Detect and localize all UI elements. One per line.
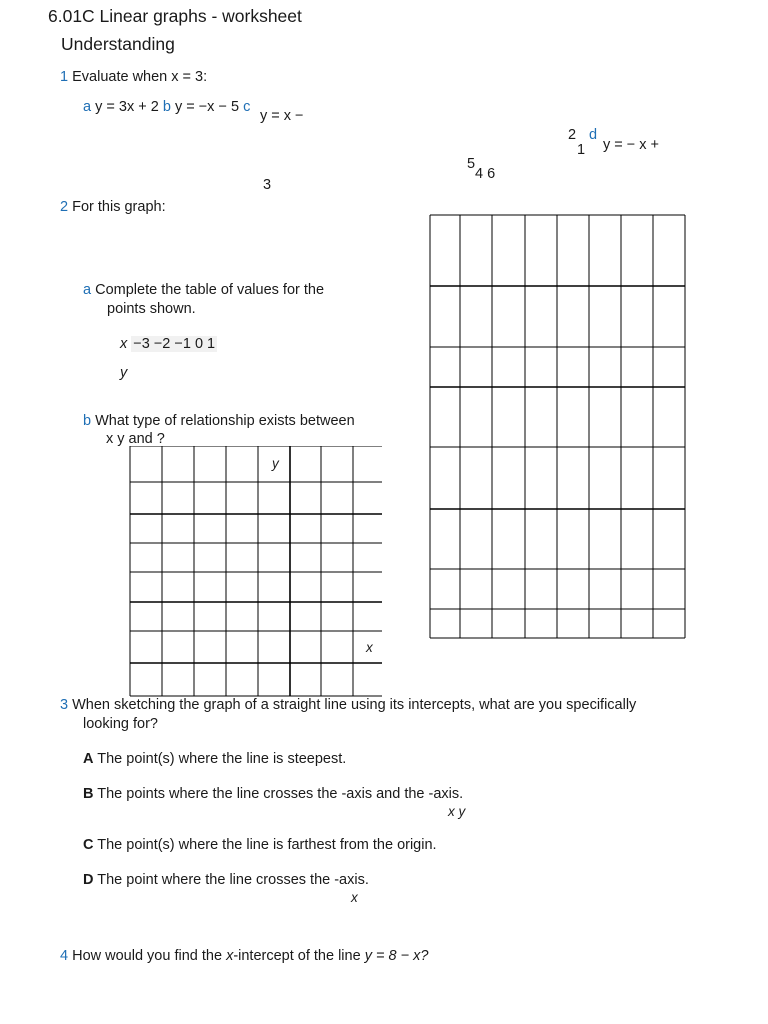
option-text: The points where the line crosses the -axis and the -axis. [97, 786, 464, 802]
part-b-text: What type of relationship exists between [95, 413, 355, 429]
part-d-denominator [475, 166, 495, 182]
part-d-numerator: 5 [467, 156, 476, 172]
option-d[interactable] [83, 872, 369, 888]
question-text: For this graph: [72, 199, 166, 215]
option-letter: B [83, 786, 94, 802]
question-text: When sketching the graph of a straight line using its intercepts, what are you specifically [72, 697, 637, 713]
part-b-line1 [83, 413, 355, 429]
option-text: The point where the line crosses the -axis. [97, 872, 369, 888]
section-heading: Understanding [61, 34, 175, 54]
part-a-expression: y = 3x + 2 [95, 99, 159, 115]
question-3-line2: looking for? [83, 716, 158, 732]
question-1-parts [83, 99, 250, 115]
part-b-line2: x y and ? [106, 431, 165, 447]
option-text: The point(s) where the line is farthest from the origin. [97, 837, 437, 853]
part-c-expression: y = x − [260, 108, 304, 124]
part-c-label: c [243, 99, 251, 115]
part-a-line1 [83, 282, 324, 298]
part-c-denominator: 3 [263, 177, 272, 193]
option-text: The point(s) where the line is steepest. [97, 751, 347, 767]
table-y-label: y [120, 365, 128, 381]
option-letter: D [83, 872, 94, 888]
question-variable: x [226, 948, 234, 964]
part-b-expression: y = −x − 5 [174, 99, 240, 115]
option-a[interactable] [83, 751, 346, 767]
option-d-variable: x [351, 890, 358, 905]
part-b-label: b [162, 99, 171, 115]
option-b[interactable] [83, 786, 463, 802]
part-a-label: a [83, 99, 92, 115]
part-d-den-value: 4 [475, 166, 484, 182]
part-a-line2: points shown. [107, 301, 196, 317]
question-expression: y = 8 − x? [364, 948, 429, 964]
option-letter: C [83, 837, 94, 853]
left-graph-grid [128, 446, 388, 700]
question-text-pre: How would you find the [72, 948, 223, 964]
question-text: Evaluate when x = 3: [72, 69, 208, 85]
question-1-prompt [60, 69, 207, 85]
part-d-constant: 6 [487, 166, 496, 182]
question-2-prompt [60, 199, 166, 215]
axis-y-label: y [272, 456, 279, 471]
question-4 [60, 948, 428, 964]
axis-x-label: x [366, 640, 373, 655]
question-number: 1 [60, 69, 69, 85]
part-d-expression: y = − x + [603, 137, 660, 153]
right-graph-grid [428, 214, 688, 640]
question-text-mid: -intercept of the line [233, 948, 361, 964]
question-number: 3 [60, 697, 69, 713]
question-number: 2 [60, 199, 69, 215]
option-letter: A [83, 751, 94, 767]
worksheet-title: 6.01C Linear graphs - worksheet [48, 6, 302, 26]
option-c[interactable] [83, 837, 437, 853]
part-a-text: Complete the table of values for the [95, 282, 325, 298]
option-b-variables: x y [448, 804, 466, 819]
part-d-label: d [589, 127, 598, 143]
part-d-fraction-bottom: 1 [577, 142, 586, 158]
table-x-values: −3 −2 −1 0 1 [133, 336, 216, 352]
values-table-x-row [120, 336, 217, 352]
question-3-line1 [60, 697, 636, 713]
part-a-label: a [83, 282, 92, 298]
question-number: 4 [60, 948, 69, 964]
part-b-label: b [83, 413, 92, 429]
part-d-fraction-top: 2 [568, 127, 577, 143]
table-x-label: x [120, 336, 128, 352]
